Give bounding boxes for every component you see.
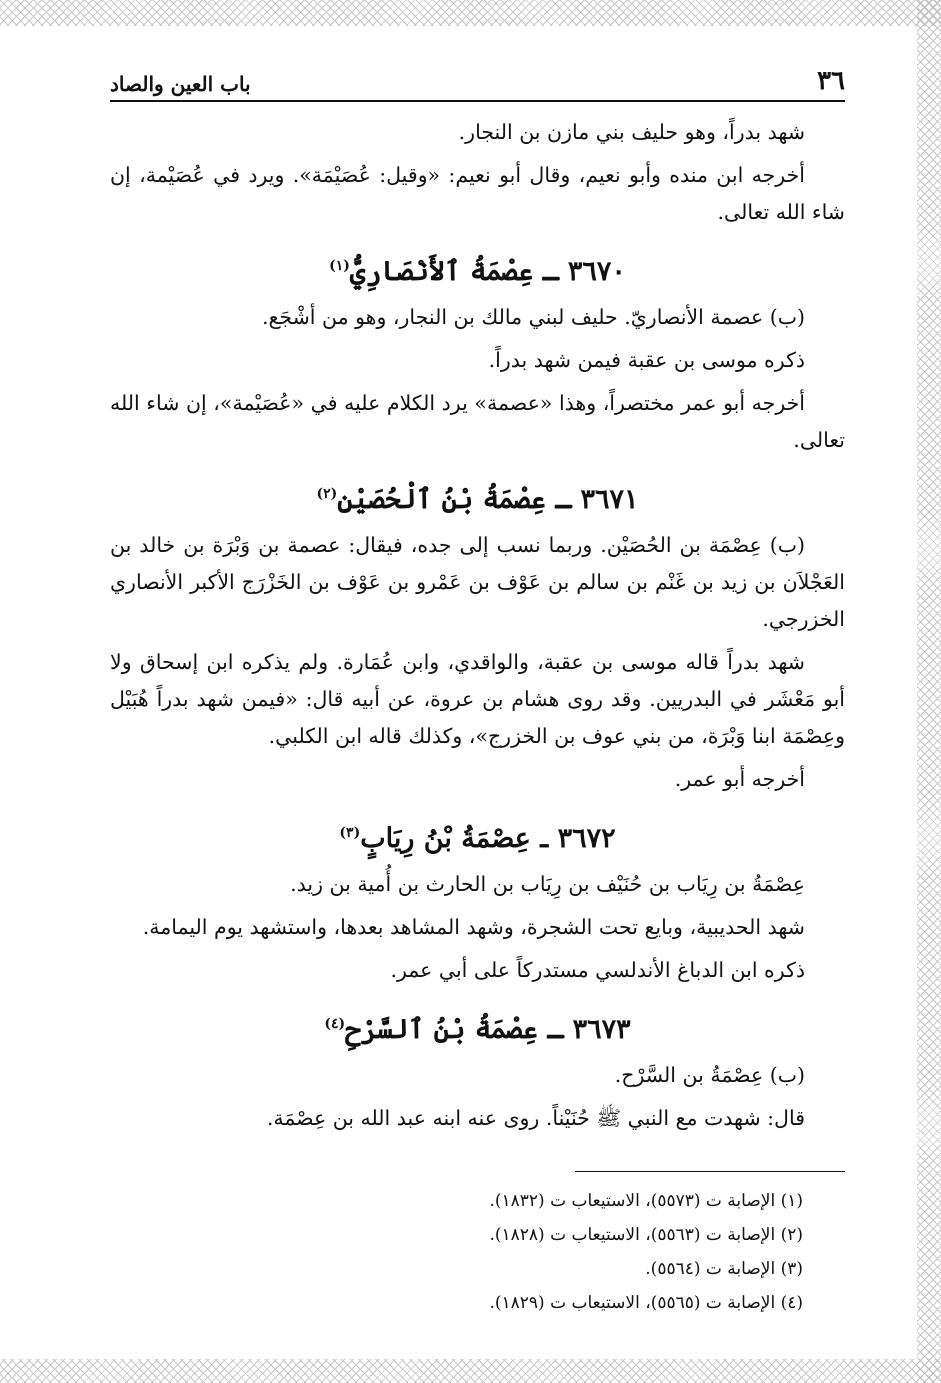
entry-paragraph: قال: شهدت مع النبي ﷺ حُنَيْناً. روى عنه ابنه عبد الله بن عِصْمَة. [266, 1106, 805, 1130]
intro-paragraph: أخرجه ابن منده وأبو نعيم، وقال أبو نعيم: «وقيل: عُصَيْمَة». ويرد في عُصَيْمة، إن شاء الله تعالى. [110, 163, 845, 224]
running-header [110, 60, 845, 102]
footnote: (٣) الإصابة ت (٥٥٦٤). [645, 1259, 803, 1279]
entry-paragraph: شهد بدراً قاله موسى بن عقبة، والواقدي، وابن عُمَارة. ولم يذكره ابن إسحاق ولا أبو مَعْشَر في البدريين. وقد روى هشام بن عروة، عن أبيه قال: «فيمن شهد بدراً هُبَيْل وعِصْمَة ابنا وَبْرَة، من بني عوف بن الخزرج»، وكذلك قاله ابن الكلبي. [110, 650, 845, 748]
intro-paragraph: شهد بدراً، وهو حليف بني مازن بن النجار. [458, 120, 805, 144]
footnote: (٢) الإصابة ت (٥٥٦٣)، الاستيعاب ت (١٨٢٨). [489, 1225, 803, 1245]
entry-paragraph: (ب) عصمة الأنصاريّ. حليف لبني مالك بن النجار، وهو من أشْجَع. [261, 305, 805, 329]
decorative-border-bottom [0, 1359, 941, 1383]
footnotes [110, 1184, 845, 1320]
entry-title: ٣٦٧٣ ـ عِصْمَةُ بْنُ ٱلسَّرْحِ$^{(٤)}$ [324, 1014, 631, 1045]
entry-paragraph: أخرجه أبو عمر. [674, 767, 805, 791]
page-number: ٣٦ [817, 66, 845, 96]
chapter-title: باب العين والصاد [110, 72, 251, 96]
entry-title: ٣٦٧٠ ـ عِصْمَةُ ٱلأَنْصَارِيُّ$^{(١)}$ [329, 256, 626, 287]
entry-paragraph: ذكره ابن الدباغ الأندلسي مستدركاً على أبي عمر. [390, 958, 805, 982]
footnote-ref: (٣) [339, 825, 361, 841]
footnote: (١) الإصابة ت (٥٥٧٣)، الاستيعاب ت (١٨٣٢). [489, 1191, 803, 1211]
page [110, 60, 845, 1320]
entry-paragraph: (ب) عِصْمَةُ بن السَّرْح. [614, 1063, 805, 1087]
decorative-border-top [0, 0, 941, 26]
footnote-ref: (١) [329, 258, 350, 274]
footnote-ref: (٤) [324, 1016, 346, 1032]
footnote-divider [575, 1171, 845, 1172]
entry-paragraph: (ب) عِصْمَة بن الحُصَيْن. وربما نسب إلى جده، فيقال: عصمة بن وَبْرَة بن خالد بن العَجْلاَن بن زيد بن غَنْم بن سالم بن عَوْف بن عَمْرو بن عَوْف بن الخَزْرَج الأكبر الأنصاري الخزرجي. [110, 533, 845, 631]
decorative-border-right [917, 0, 941, 1383]
entry-title: ٣٦٧٢ ـ عِصْمَةُ بْنُ رِيَابٍ$^{(٣)}$ [339, 823, 616, 854]
footnote: (٤) الإصابة ت (٥٥٦٥)، الاستيعاب ت (١٨٢٩). [489, 1293, 803, 1313]
footnote-ref: (٢) [316, 486, 338, 502]
entry-title: ٣٦٧١ ـ عِصْمَةُ بْنُ ٱلْحُصَيْنِ$^{(٢)}$ [316, 484, 639, 515]
page-body [110, 114, 845, 1137]
entry-paragraph: شهد الحديبية، وبايع تحت الشجرة، وشهد المشاهد بعدها، واستشهد يوم اليمامة. [142, 915, 805, 939]
entry-paragraph: أخرجه أبو عمر مختصراً، وهذا «عصمة» يرد الكلام عليه في «عُصَيْمة»، إن شاء الله تعالى. [110, 391, 845, 452]
entry-paragraph: عِصْمَةُ بن رِيَاب بن حُنَيْف بن رِيَاب بن الحارث بن أُمية بن زيد. [290, 872, 805, 896]
entry-paragraph: ذكره موسى بن عقبة فيمن شهد بدراً. [488, 348, 805, 372]
